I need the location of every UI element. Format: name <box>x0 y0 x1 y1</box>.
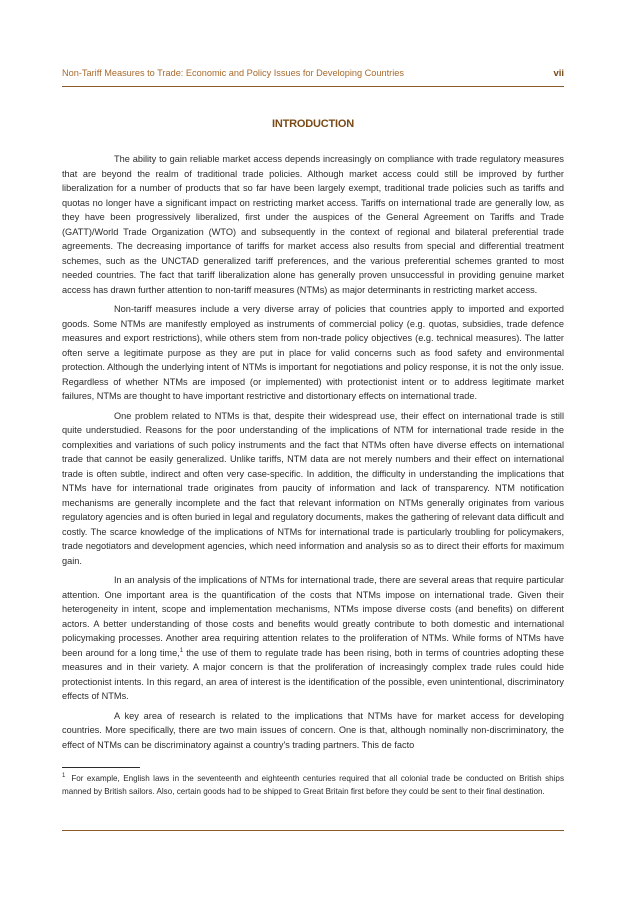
footer-rule <box>62 830 564 831</box>
running-title: Non-Tariff Measures to Trade: Economic and Policy Issues for Developing Countries <box>62 68 404 78</box>
running-header <box>62 68 564 79</box>
section-title: INTRODUCTION <box>272 118 354 130</box>
paragraph: One problem related to NTMs is that, despite their widespread use, their effect on international trade is still quite understudied. Reasons for the poor understanding of the implications of NTM for international trade reside in the complexities and variations of such policy instruments and the fact that NTMs often have diverse effects on international trade that cannot be easily generalized. Unlike tariffs, NTM data are not merely numbers and their effect on international trade is often subtle, indirect and often very case-specific. In addition, the difficulty in understanding the implications that NTMs have for international trade originates from paucity of information and lack of transparency. NTM notification mechanisms are generally incomplete and the fact that relevant information on NTMs generally originates from various regulatory agencies and is often buried in legal and regulatory documents, makes the gathering of relevant data difficult and costly. The scarce knowledge of the implications of NTMs for international trade is particularly troubling for policymakers, trade negotiators and development agencies, which need information and analysis so as to direct their efforts for maximum gain. <box>62 410 564 566</box>
paragraph: The ability to gain reliable market access depends increasingly on compliance with trade regulatory measures that are beyond the realm of traditional trade policies. Although market access could still be improved by further liberalization for a number of products that so far have been largely exempt, traditional trade policies such as tariffs and quotas no longer have a significant impact on restricting market access. Tariffs on international trade are generally low, as they have been progressively liberalized, first under the auspices of the General Agreement on Tariffs and Trade (GATT)/World Trade Organization (WTO) and subsequently in the context of regional and bilateral preferential trade agreements. The decreasing importance of tariffs for market access also results from special and differential treatment schemes, such as the UNCTAD generalized tariff preferences, and the various preferential schemes granted to most needed countries. The fact that tariff liberalization alone has generally proven unsuccessful in providing genuine market access has drawn further attention to non-tariff measures (NTMs) as major determinants in restricting market access. <box>62 154 564 295</box>
paragraph: Non-tariff measures include a very diverse array of policies that countries apply to imported and exported goods. Some NTMs are manifestly employed as instruments of commercial policy (e.g. quotas, subsidies, trade defence measures and export restrictions), while others stem from non-trade policy objectives (e.g. technical measures). The latter often serve a legitimate purpose as they are put in place for valid concerns such as food safety and environmental protection. Although the underlying intent of NTMs is important for negotiations and policy response, it is not the only issue. Regardless of whether NTMs are imposed (or implemented) with protectionist intent or to address legitimate market failures, NTMs are thought to have important restrictive and distortionary effects on international trade. <box>62 304 564 401</box>
paragraph: A key area of research is related to the implications that NTMs have for market access for developing countries. More specifically, there are two main issues of concern. One is that, although nominally non-discriminatory, the effect of NTMs can be discriminatory against a country's trading partners. This de facto <box>62 710 564 750</box>
footnote-reference[interactable]: 1 <box>179 647 184 654</box>
footnote-separator <box>62 767 140 768</box>
body-text <box>62 152 564 757</box>
paragraph-text: In an analysis of the implications of NTMs for international trade, there are several areas that require particular attention. One important area is the quantification of the costs that NTMs impose on international trade. Given their heterogeneity in intent, scope and implementation mechanisms, NTMs impose diverse costs (and benefits) on different actors. A better understanding of those costs and benefits would greatly contribute to both domestic and international policymaking processes. Another area requiring attention relates to the proliferation of NTMs. While forms of NTMs have been around for a long time, <box>62 575 564 658</box>
header-rule <box>62 86 564 87</box>
page-number: vii <box>553 68 564 79</box>
footnote <box>62 772 564 798</box>
footnote-number: 1 <box>62 773 66 780</box>
paragraph <box>62 573 564 704</box>
footnote-text: For example, English laws in the seventeenth and eighteenth centuries required that all colonial trade be conducted on British ships manned by British sailors. Also, certain goods had to be shipped to Great Britain first before they could be sent to their final destination. <box>62 774 564 796</box>
paragraph-text: the use of them to regulate trade has been rising, both in terms of countries adopting these measures and in their variety. A major concern is that the proliferation of increasingly complex trade rules could hide protectionist intents. In this regard, an area of interest is the identification of the possible, even unintentional, discriminatory effects of NTMs. <box>62 647 564 701</box>
